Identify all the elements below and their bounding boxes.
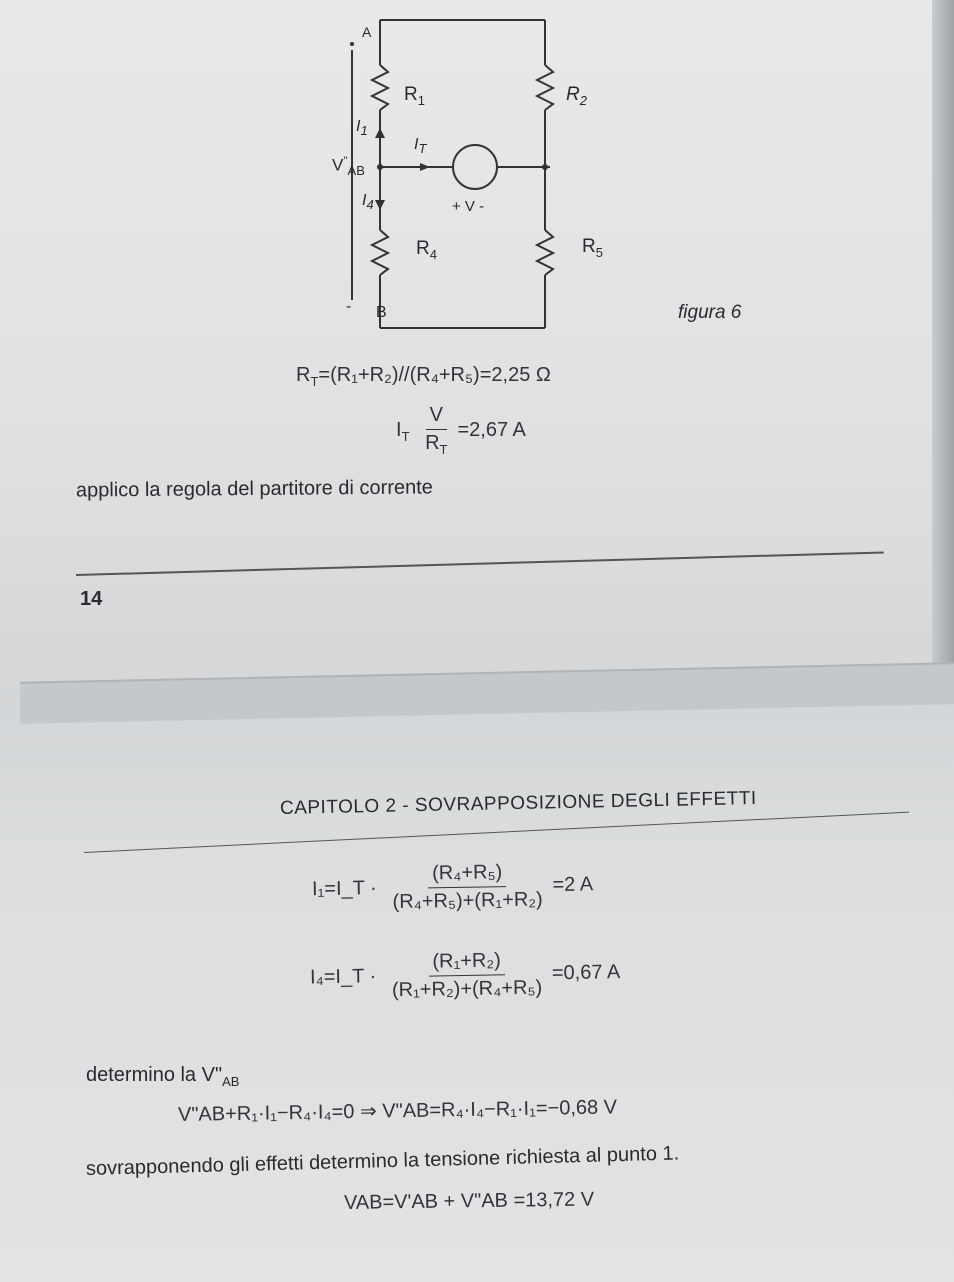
r4-label: $R_4$ xyxy=(416,238,437,262)
it-formula: $I_T$ $\frac{V}{R_T}$ =2,67 A xyxy=(396,404,526,457)
r5-label: $R_5$ xyxy=(582,236,603,260)
node-B-label: B xyxy=(376,304,387,321)
sovrapponendo-text: sovrapponendo gli effetti determino la tensione richiesta al punto 1. xyxy=(85,1142,680,1180)
i4-fraction: $\frac{\text{(R₁+R₂)}}{\text{(R₁+R₂)+(R₄+R₅)}}$ xyxy=(391,949,543,1002)
i1-formula: I₁=I_T · $\frac{\text{(R₄+R₅)}}{\text{(R₄+R₅)+(R₁+R₂)}}$ =2 A xyxy=(311,861,594,914)
chapter-heading: CAPITOLO 2 - SOVRAPPOSIZIONE DEGLI EFFETTI xyxy=(279,788,757,819)
it-fraction: $\frac{V}{R_T}$ xyxy=(425,404,448,457)
i1-label: $I_1$ xyxy=(356,118,368,139)
figure-caption: figura 6 xyxy=(678,302,742,323)
vab-label: $V''_{AB}$ xyxy=(332,155,365,179)
r1-label: $R_1$ xyxy=(404,84,425,108)
final-equation: VAB=V'AB + V"AB =13,72 V xyxy=(343,1188,595,1214)
minus-sign: - xyxy=(346,298,352,315)
rt-formula: $R_T=(R_1+R_2)//(R_4+R_5)=2,25$ Ω xyxy=(296,364,551,389)
r2-label: $R_2$ xyxy=(566,84,587,108)
node-A-label: A xyxy=(362,24,372,40)
it-label: $I_T$ xyxy=(414,136,427,157)
determino-text: determino la $V"_{AB}$ xyxy=(86,1064,240,1089)
i1-fraction: $\frac{\text{(R₄+R₅)}}{\text{(R₄+R₅)+(R₁+R₂)}}$ xyxy=(392,861,543,914)
i4-formula: I₄=I_T · $\frac{\text{(R₁+R₂)}}{\text{(R₁+R₂)+(R₄+R₅)}}$ =0,67 A xyxy=(309,949,621,1002)
page-number: 14 xyxy=(80,588,103,610)
kvl-equation: V"AB+R₁·I₁−R₄·I₄=0 ⇒ V"AB=R₄·I₄−R₁·I₁=−0,68 V xyxy=(177,1096,618,1126)
partitore-text: applico la regola del partitore di corrente xyxy=(75,476,433,502)
i4-label: $I_4$ xyxy=(362,192,374,213)
source-polarity: + V - xyxy=(452,198,485,215)
page-edge-shadow xyxy=(932,0,954,700)
